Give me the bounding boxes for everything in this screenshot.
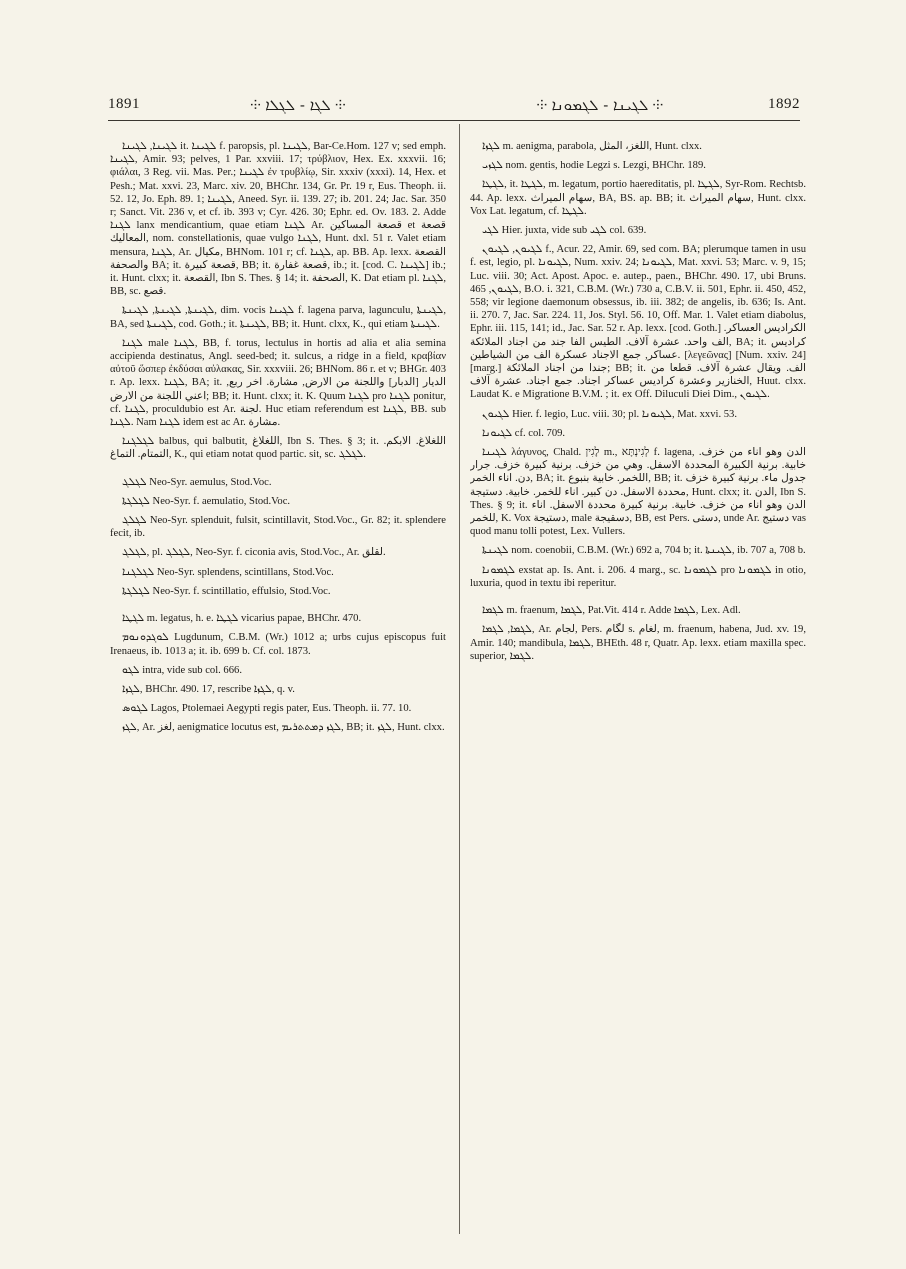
entry-neo-syr-aemulus: ܠܓܠܓ Neo-Syr. aemulus, Stod.Voc. <box>122 476 272 488</box>
entry-fraenum: ܠܓܡܐ m. fraenum, ܠܓܡܐ, Pat.Vit. 414 r. Adde ܠܓܡܐ, Lex. Adl. <box>482 605 741 617</box>
entry-neo-syr-splenduit: ܠܓܠܓ Neo-Syr. splenduit, fulsit, scintillavit, Stod.Voc., Gr. 82; it. splendere fecit, ib. <box>110 515 446 540</box>
entry-lagos: ܠܓܘܣ Lagos, Ptolemaei Aegypti regis pater, Eus. Theoph. ii. 77. 10. <box>122 703 412 715</box>
entry-laginta: ܠܓܝܢܬܐ, ܠܓܝܢܬܐ, ܠܓܝܢܬܐ, dim. vocis ܠܓܝܢܐ f. lagena parva, lagunculu, ܠܓܝܢܬܐ, BA, sed ܠܓܝܢܬܐ, cod. Goth.; it. ܠܓܝܢܬܐ, BB; it. Hunt. clxx, K., qui etiam ܠܓܝܢܬܐ. <box>110 305 446 330</box>
entry-lagaz: ܠܓܙ, Ar. لغز, aenigmatice locutus est, ܠܓܙ ܕܡܬܬܪܝܡ, BB; it. ܠܓܙ, Hunt. clxx. <box>122 722 445 734</box>
entry-lagalgana: ܠܓܠܓܢܐ balbus, qui balbutit, اللغلاغ, Ibn S. Thes. § 3; it. اللغلاغ. الابكم. التمتام. التماغ, K., qui etiam notat quod partic. sit, sc. ܠܓܠܓ. <box>110 436 446 461</box>
right-header-word: ⸭ ܠܓܝܢܐ - ܠܓܡܘܢܐ ⸭ <box>537 96 663 114</box>
entry-neo-syr-ciconia: ܠܓܠܓ, pl. ܠܓܠܓ, Neo-Syr. f. ciconia avis, Stod.Voc., Ar. لقلق. <box>122 547 386 559</box>
entry-in-otio: ܠܓܡܘܢܐ exstat ap. Is. Ant. i. 206. 4 marg., sc. ܠܓܡܘܢܐ pro ܠܓܡܘܢܐ in otio, luxuria, quod in textu ibi reperitur. <box>470 564 806 589</box>
entry-intra: ܠܓܘ intra, vide sub col. 666. <box>122 664 242 676</box>
entry-bhchr-rescribe: ܠܓܙܐ, BHChr. 490. 17, rescribe ܠܓܙܐ, q. v. <box>122 683 295 695</box>
entry-lugdunum: ܠܘܓܕܘܢܘܡ Lugdunum, C.B.M. (Wr.) 1012 a; urbs cujus episcopus fuit Irenaeus, ib. 1013 a; it. ib. 699 b. Cf. col. 1873. <box>110 632 446 657</box>
entry-lagna: ܠܓܢܐ male ܠܓܢܐ, BB, f. torus, lectulus in hortis ad alia et alia semina accipienda destinatus, Angl. seed-bed; it. sulcus, a ridge in a field, κραβίαν αὐτοῦ ὥσπερ ἐκδύσαι αὐλακας, Sir. xxxviii. 26; BHNom. 86 r. et v; BHGr. 403 r. Ap. lexx. ܠܓܢܐ, BA; it. الديار [الدبار] واللجنة من الارض, مشارة. اخر ربع, اعني اللجنة من الارض; BB; it. Hunt. clxx; it. K. Quum ܠܓܢܐ pro ܠܓܢܐ ponitur, cf. ܠܓܢܐ, proculdubio est Ar. لجنة. Huc etiam referendum est ܠܓܢܐ, BB. sub ܠܓܢܐ. Nam ܠܓܢܐ idem est ac Ar. مشارة. <box>110 337 446 429</box>
entry-lagena: ܠܓܝܢܐ λάγυνος, Chald. לָגִין m., לְגִינְתָּא f. lagena, الدن وهو اناء من خزف. خابية. برنية الكبيرة المحددة الاسفل. وهي من خزف. برنية كبيرة خزف. جرار دن. اناء الخمر, BA; it. اللخمر. خابية بنبوع, BB; it. جدول ماء. برنية كبيرة خزف محددة الاسفل. دن كبير. اناء للخمر. خابية. دستيجة, Hunt. clxx; it. الدن, Ibn S. Thes. § 9; it. الدن وهو اناء من خزف. خابية. برنية كبيرة محددة الاسفل. اناء للخمر, K. Vox دستيجة, male دسقيجة, BB, est Pers. دستی, unde Ar. دستيج vas quod manu tolli potest, Lex. Vullers. <box>470 447 806 538</box>
entry-legatus: ܠܓܛܐ m. legatus, h. e. ܠܓܛܐ vicarius papae, BHChr. 470. <box>122 613 362 625</box>
right-running-header <box>470 96 800 120</box>
entry-neo-syr-scintillatio: ܠܓܠܓܬܐ Neo-Syr. f. scintillatio, effulsio, Stod.Voc. <box>122 585 331 597</box>
right-page-number: 1892 <box>768 96 800 112</box>
entry-aenigma: ܠܓܙܐ m. aenigma, parabola, اللغز، المثل, Hunt. clxx. <box>482 141 702 152</box>
entry-neo-syr-aemulatio: ܠܓܠܓܬܐ Neo-Syr. f. aemulatio, Stod.Voc. <box>122 495 291 507</box>
entry-coenobium: ܠܓܝܢܬܐ nom. coenobii, C.B.M. (Wr.) 692 a, 704 b; it. ܠܓܝܢܬܐ, ib. 707 a, 708 b. <box>482 545 806 557</box>
column-divider <box>459 124 460 1234</box>
entry-legio: ܠܓܝܘܢ, ܠܓܝܘܢ f., Acur. 22, Amir. 69, sed com. BA; plerumque tamen in usu f. est, legio, pl. ܠܓܝܘܢܐ, Num. xxiv. 24; ܠܓܝܘܢܐ, Mat. xxvi. 53; Marc. v. 9, 15; Luc. viii. 30; Act. Apost. Apoc. e. autep., paen., BHChr. 490. 17, ubi Bruns. ܠܓܝܘܢ, 465, B.O. i. 321, C.B.M. (Wr.) 730 a, C.B.V. ii. 501, Ephr. ii. 450, 452, 558; vir legione daemonum obsessus, ib. iii. 382; de angelis, ib. 636; Is. Ant. ii. 270. 7, Jac. Sar. 224. 11, Jos. Styl. 56. 10, Off. Mar. 1. Valet etiam diabolus, Ephr. iii. 115, 141; id., Jac. Sar. 52 r. Ap. lexx. [cod. Goth.] الكراديس العساكر. الف واحد. عشرة آلاف. الطيس الفا جند من اجناد الملائكة, BA; it. كراديس عساكر, جمع الاجناد عسكرة الف من الشياطين. [λεγεῶνας] [Num. xxiv. 24] [marg.] جندا من اجناد الملائكة; BB; it. الف. ويقال عشرة آلاف. قطعا من الخنازير وعشرة كراديس عساكر اجناد. جمع اجناد. عشرة آلاف, Huut. clxx. Laudat K. e Migratione B.V.M. ; it. ex Off. Diluculi Diei Dim., ܠܓܝܘܢ. <box>470 244 806 401</box>
left-running-header <box>108 96 438 120</box>
entry-juxta: ܠܓܝ Hier. juxta, vide sub ܠܓܝ col. 639. <box>482 225 647 237</box>
entry-fraenum-habena: ܠܓܡܐ, ܠܓܡܐ, Ar. لجام, Pers. لگام s. لغام, m. fraenum, habena, Jud. xv. 19, Amir. 140; mandibula, ܠܓܡܐ, BHEth. 48 r, Quatr. Ap. lexx. etiam maxilla spec. superior, ܠܓܡܐ. <box>470 624 806 662</box>
header-rule <box>108 120 800 121</box>
entry-cf-col-709: ܠܓܝܘܢܐ cf. col. 709. <box>482 427 566 439</box>
entry-legatum: ܠܓܛܐ, it. ܠܓܛܐ, m. legatum, portio haereditatis, pl. ܠܓܛܐ, Syr-Rom. Rechtsb. 44. Ap. lexx. سهام الميراث, BA, BS. ap. BB; it. سهام الميراث, Hunt. clxx. Vox Lat. legatum, cf. ܠܓܛܐ. <box>470 179 806 217</box>
left-header-word: ⸭ ܠܓܐ - ܠܓܠܐ ⸭ <box>250 96 346 114</box>
entry-lagina: ܠܓܝܢܐ, ܠܓܝܢܐ it. ܠܓܝܢܐ f. paropsis, pl. ܠܓܝܢܐ, Bar-Ce.Hom. 127 v; sed emph. ܠܓܝܢܐ, Amir. 93; pelves, 1 Par. xxviii. 17; τρύβλιον, Hex. Ex. xxxvii. 16; φιάλαι, 3 Reg. vii. Mas. Per.; ܠܓܝܢܐ ἐν τρυβλίῳ, Sir. xxxiv (xxxi). 14, Hex. et Pesh.; Mat. xxvi. 23, Marc. xiv. 20, BHChr. 134, Gr. Pr. 19 r, Eus. Theoph. ii. 52. 12, Jo. Eph. 89. 1; ܠܓܝܢܐ, Aneed. Syr. ii. 139. 27; ib. 201. 24; Jac. Sar. 350 r; Sanct. Vit. 236 v, et cf. ib. 393 v; Cyr. 426. 30; Ephr. ed. Ov. 183. 2. Adde ܠܓܢܐ lanx mendicantium, quae etiam ܠܓܢܐ Ar. قصعة المساكين et قصعة المعاليك, nom. constellationis, quae vulgo ܠܓܢܐ, Hunt. dxl. 51 r. Valet etiam mensura, ܠܓܢܐ, Ar. مكيال, BHNom. 101 r; cf. ܠܓܢܐ, ap. BB. Ap. lexx. القصعة والصحفة BA; it. قصعة كبيرة, BB; it. قصعة غفارة, ib.; it. [cod. C. ܠܓܝܢܐ] ib.; it. Hunt. clxx; it. القصعة, Ibn S. Thes. § 14; it. الصحفة, K. Dat etiam pl. ܠܓܢܐ, BB, sc. قصع. <box>110 141 446 298</box>
left-column <box>110 140 446 1250</box>
right-column <box>470 140 806 1250</box>
entry-neo-syr-splendens: ܠܓܠܓܢܐ Neo-Syr. splendens, scintillans, Stod.Voc. <box>122 566 334 578</box>
entry-legzi: ܠܓܙܝ nom. gentis, hodie Legzi s. Lezgi, BHChr. 189. <box>482 160 706 172</box>
entry-legio-hier: ܠܓܝܘܢ Hier. f. legio, Luc. viii. 30; pl. ܠܓܝܘܢܐ, Mat. xxvi. 53. <box>482 408 737 420</box>
left-page-number: 1891 <box>108 96 140 112</box>
